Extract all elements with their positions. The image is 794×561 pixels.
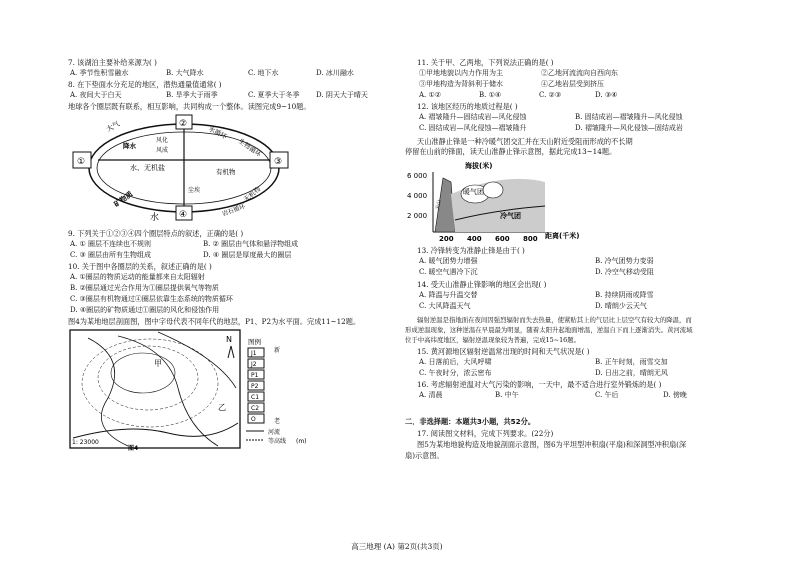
page-footer: 高三地理 (A) 第2页(共3页) [351, 542, 443, 551]
map-unit: (m) [296, 438, 307, 445]
label-atmos: 大气 [105, 119, 122, 134]
q16-option-c: C. 午后 [595, 391, 619, 399]
label-mineral: 矿物质 [112, 190, 135, 209]
q10-option-b: B. ②圈层通过光合作用为①圈层提供氧气等物质 [70, 284, 219, 292]
q7-option-c: C. 地下水 [248, 69, 279, 77]
map-legend-title: 图例 [248, 338, 261, 346]
q10-option-d: D. ④圈层的矿物质通过①圈层的风化和侵蚀作用 [70, 306, 220, 314]
q11-option-a: A. ①② [419, 91, 442, 99]
front-ytick-4000: 4 000 [407, 192, 428, 200]
q14-option-b: B. 持续阴雨或降雪 [595, 291, 654, 299]
intro-11-12: 图4为某地地层剖面图，图中字母代表不同年代的地层，P1、P2为水平面。完成11~12题。 [68, 317, 361, 326]
front-xtick-800: 800 [523, 235, 538, 243]
intro-15-16-line1: 辐射逆温是指地面在夜间因强烈辐射而失去热量，使紧贴其上的气层比上层空气有较大的降温，而 [417, 316, 692, 324]
q15-option-a: A. 日落前后，大风呼啸 [419, 358, 492, 366]
q8-option-c: C. 夏季大于冬季 [248, 91, 300, 99]
label-water-cycle: 水循环 [207, 124, 229, 141]
q15-stem: 15. 黄河源地区辐射逆温常出现的时间和天气状况是( ) [417, 347, 590, 356]
q12-stem: 12. 该地区经历的地质过程是( ) [417, 102, 518, 111]
q17-stem: 17. 阅读图文材料，完成下列要求。(22分) [417, 429, 554, 438]
q15-option-b: B. 正午时刻，雨雪交加 [595, 358, 668, 366]
intro-15-16-line2: 形成逆温现象，这种逆温在早晨最为明显，随着太阳升起地面增温，逆温自下而上逐渐消失。黄河流域 [405, 326, 693, 334]
legend-label: J1 [251, 350, 257, 357]
front-warm-mass: 暖气团 [463, 188, 484, 196]
legend-label: C2 [251, 405, 260, 412]
q8-option-b: B. 旱季大于雨季 [166, 91, 218, 99]
q17-material-line2: 扇)示意图。 [405, 451, 444, 460]
map-yi: 乙 [218, 403, 226, 412]
q7-option-d: D. 冰川融水 [316, 69, 354, 77]
intro-13-14-line1: 天山准静止锋是一种冷暖气团交汇并在天山附近受阻而形成的不长期 [417, 137, 633, 146]
legend-label: P2 [251, 383, 259, 390]
q17-material-line1: 图5为某地地貌构造及地貌剖面示意图，图6为平坦型冲积扇(平扇)和深洞型冲积扇(深 [417, 440, 687, 449]
geologic-map [68, 328, 318, 452]
map-legend [248, 348, 264, 423]
front-ylabel: 海拔(米) [465, 162, 493, 170]
label-dust: 尘埃 [188, 187, 201, 194]
q10-option-a: A. ①圈层的物质运动的能量都来自太阳辐射 [70, 273, 205, 281]
q9-stem: 9. 下列关于①②③④四个圈层特点的叙述，正确的是( ) [68, 229, 244, 238]
q14-stem: 14. 受天山准静止锋影响的地区会出现( ) [417, 280, 547, 289]
q14-option-d: D. 晴朗少云天气 [595, 302, 647, 310]
map-river: 河流 [268, 429, 281, 436]
front-ytick-2000: 2 000 [407, 212, 428, 220]
front-xlabel: 距离(千米) [545, 232, 580, 240]
map-contour: 等高线 [268, 438, 287, 445]
q13-option-a: A. 暖气团势力增强 [419, 257, 478, 265]
q11-statement-2: ②乙地河流流向自西向东 [541, 69, 618, 77]
sphere-diagram [68, 112, 300, 224]
label-weathering: 风化 [156, 137, 169, 144]
q11-statement-1: ①甲地地貌以内力作用为主 [419, 69, 503, 77]
q16-option-a: A. 清晨 [419, 391, 443, 399]
q8-option-a: A. 夜间大于白天 [70, 91, 122, 99]
label-n3: ③ [274, 157, 283, 167]
q9-option-c: C. ③ 圈层由所有生物组成 [70, 251, 152, 259]
front-xtick-400: 400 [467, 235, 482, 243]
q11-statement-3: ③甲地构造为背斜利于储水 [419, 80, 503, 88]
label-rain: 降水 [123, 142, 136, 150]
q11-option-d: D. ③④ [595, 91, 618, 99]
front-xtick-200: 200 [439, 235, 454, 243]
map-newer: 新 [274, 347, 281, 354]
q10-stem: 10. 关于图中各圈层的关系，叙述正确的是( ) [68, 262, 212, 271]
map-caption: 图4 [128, 445, 139, 452]
legend-label: J2 [251, 361, 257, 368]
intro-9-10: 地球各个圈层既有联系，相互影响，共同构成一个整体。读图完成9~10题。 [68, 102, 311, 111]
q15-option-d: D. 日出之前，晴朗无风 [595, 369, 668, 377]
label-wind: 风成 [156, 147, 169, 154]
q9-option-b: B. ② 圈层由气体和悬浮物组成 [203, 240, 299, 248]
front-tianshan: 天山 [435, 199, 443, 211]
section-2-title: 二．非选择题：本题共3小题，共52分。 [405, 417, 536, 426]
q12-option-b: B. 固结成岩—褶皱隆升—风化侵蚀 [575, 113, 683, 121]
map-jia: 甲 [154, 359, 162, 368]
label-n2: ② [179, 119, 188, 129]
q13-stem: 13. 冷锋转变为准静止锋是由于( ) [417, 246, 525, 255]
legend-label: O [251, 416, 256, 423]
q9-option-d: D. ④ 圈层是厚度最大的圈层 [203, 251, 292, 259]
map-north: N [226, 335, 232, 344]
q11-statement-4: ④乙地岩层受到挤压 [541, 80, 604, 88]
front-xtick-600: 600 [495, 235, 510, 243]
q14-option-c: C. 大风降温天气 [419, 302, 471, 310]
label-n1: ① [77, 157, 86, 167]
q14-option-a: A. 降温与升温交替 [419, 291, 478, 299]
q13-option-b: B. 冷气团势力变弱 [595, 257, 654, 265]
q8-stem: 8. 在下垫面水分充足的地区，潜热通量值通常( ) [68, 80, 222, 89]
legend-label: P1 [251, 372, 259, 379]
legend-label: C1 [251, 394, 260, 401]
label-inorganic: 无机物 [242, 184, 263, 204]
front-ytick-6000: 6 000 [407, 172, 428, 180]
label-organic: 有机物 [216, 168, 236, 176]
label-rock-cycle: 岩石循环 [221, 203, 247, 218]
q7-stem: 7. 该湖泊主要补给来源为( ) [68, 58, 157, 67]
label-n4: ④ [179, 210, 188, 220]
q9-option-a: A. ① 圈层不连续也不规则 [70, 240, 152, 248]
q10-option-c: C. ③圈层有机物通过④圈层依靠生态系统的物质循环 [70, 295, 233, 303]
front-cold-mass: 冷气团 [500, 212, 521, 220]
q7-option-a: A. 季节性积雪融水 [70, 69, 129, 77]
q12-option-a: A. 褶皱隆升—固结成岩—风化侵蚀 [419, 113, 527, 121]
q16-option-b: B. 中午 [495, 391, 519, 399]
q12-option-d: D. 褶皱隆升—风化侵蚀—固结成岩 [575, 124, 683, 132]
q12-option-c: C. 固结成岩—风化侵蚀—褶皱隆升 [419, 124, 527, 132]
q13-option-c: C. 暖空气遇冷下沉 [419, 268, 478, 276]
q8-option-d: D. 阴天大于晴天 [316, 91, 368, 99]
map-older: 老 [274, 418, 281, 425]
q11-option-c: C. ②③ [539, 91, 562, 99]
q13-option-d: D. 冷空气移动受阻 [595, 268, 654, 276]
q7-option-b: B. 大气降水 [166, 69, 204, 77]
q11-option-b: B. ①④ [479, 91, 502, 99]
front-diagram [405, 160, 595, 244]
q16-stem: 16. 考虑辐射逆温对大气污染的影响，一天中，最不适合进行室外锻炼的是( ) [417, 380, 662, 389]
map-scale: 1: 23000 [72, 439, 99, 446]
label-water: 水 [150, 213, 160, 223]
q15-option-c: C. 午夜时分，浓云密布 [419, 369, 492, 377]
label-water-ions: 水、无机盐 [130, 164, 165, 172]
q11-stem: 11. 关于甲、乙两地，下列说法正确的是( ) [417, 58, 554, 67]
intro-15-16-line3: 位于中高纬度地区，辐射逆温现象较为普遍，完成15~16题。 [405, 336, 580, 344]
intro-13-14-line2: 停留在山前的锋面，读天山准静止锋示意图，据此完成13~14题。 [405, 147, 617, 156]
q16-option-d: D. 傍晚 [663, 391, 687, 399]
label-bio-cycle: 生物循环 [236, 137, 263, 159]
